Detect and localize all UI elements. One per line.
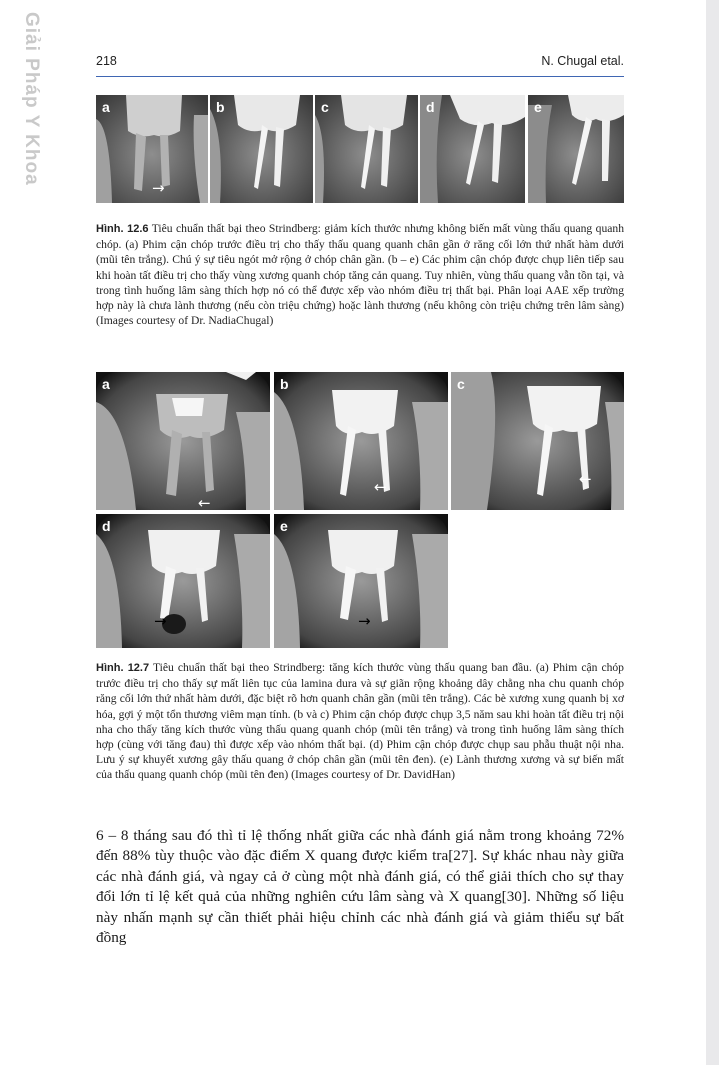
panel-label: b bbox=[280, 376, 289, 392]
panel-label: c bbox=[321, 99, 329, 115]
body-paragraph: 6 – 8 tháng sau đó thì tỉ lệ thống nhất giữa các nhà đánh giá nằm trong khoảng 72% đến 88% tùy thuộc vào đặc điểm X quang được kiểm tra[27]. Sự khác nhau này giữa các nhà đánh giá, và ngay cả ở cùng một nhà đánh giá, có thể giải thích cho sự thay đổi lớn tỉ lệ kết quả của những nghiên cứu lâm sàng và X quang[30]. Những số liệu này nhấn mạnh sự cần thiết phải hiệu chỉnh các nhà đánh giá và giảm thiểu sự bất đồng bbox=[96, 827, 624, 947]
panel-label: a bbox=[102, 376, 110, 392]
panel-label: e bbox=[534, 99, 542, 115]
figure-12-7-panel-a bbox=[96, 372, 270, 510]
white-arrow-icon: ← bbox=[374, 478, 387, 496]
figure-12-6-caption bbox=[96, 221, 624, 328]
figure-12-6-panel-a bbox=[96, 95, 208, 203]
figure-12-6-panel-d bbox=[420, 95, 525, 203]
watermark-text: Giải Pháp Y Khoa bbox=[21, 12, 42, 186]
figure-label: Hình. 12.6 bbox=[96, 223, 149, 235]
panel-label: a bbox=[102, 99, 110, 115]
panel-label: e bbox=[280, 518, 288, 534]
black-arrow-icon: → bbox=[154, 612, 167, 630]
white-arrow-icon: → bbox=[152, 179, 165, 197]
figure-12-6-panel-e bbox=[528, 95, 624, 203]
figure-12-7-caption bbox=[96, 660, 624, 783]
figure-12-7-panel-b bbox=[274, 372, 448, 510]
figure-12-7-panel-e bbox=[274, 514, 448, 648]
caption-text: Tiêu chuẩn thất bại theo Strindberg: tăng kích thước vùng thấu quang ban đầu. (a) Phim cận chóp trước điều trị cho thấy sự mất liên tục của lamina dura và sự giãn rộng khoảng dây chằng nha chu quanh chóp răng cối lớn thứ nhất hàm dưới, đặc biệt rõ hơn quanh chân gần (mũi tên trắng). Các bè xương xung quanh bị xơ hóa, gợi ý một tổn thương viêm mạn tính. (b và c) Phim cận chóp được chụp 3,5 năm sau khi hoàn tất điều trị nội nha cho thấy tăng kích thước vùng thấu quang quanh chóp (mũi tên trắng) và trong tình huống lâm sàng thích hợp (cùng với tăng đau) thì được xếp vào nhóm thất bại. (d) Phim cận chóp được chụp sau phẫu thuật nội nha. Lưu ý sự khuyết xương gây thấu quang ở chóp chân gần (mũi tên đen). (e) Lành thương xương và sự biến mất của thấu quang quanh chóp (mũi tên đen) (Images courtesy of Dr. DavidHan) bbox=[96, 661, 624, 782]
panel-label: d bbox=[102, 518, 111, 534]
figure-12-6-panel-c bbox=[315, 95, 418, 203]
running-head-authors: N. Chugal etal. bbox=[541, 54, 624, 68]
running-head bbox=[96, 54, 624, 68]
white-arrow-icon: ← bbox=[579, 470, 592, 488]
figure-12-6-panel-b bbox=[210, 95, 313, 203]
figure-12-7-panel-d bbox=[96, 514, 270, 648]
figure-label: Hình. 12.7 bbox=[96, 662, 150, 674]
page-number: 218 bbox=[96, 54, 117, 68]
caption-text: Tiêu chuẩn thất bại theo Strindberg: giảm kích thước nhưng không biến mất vùng thấu quang quanh chóp. (a) Phim cận chóp trước điều trị cho thấy thấu quang quanh chân gần ở răng cối lớn thứ nhất hàm dưới (mũi tên trắng). Chú ý sự tiêu ngót mở rộng ở chóp chân gần. (b – e) Các phim cận chóp được chụp liên tiếp sau khi hoàn tất điều trị cho thấy vùng xương quanh chóp tăng cản quang. Tuy nhiên, vùng thấu quang vẫn tồn tại, và trong tình huống lâm sàng thích hợp nó có thể được xếp vào nhóm điều trị thất bại. Phân loại AAE xếp trường hợp này là chưa lành thương (nếu còn triệu chứng) hoặc lành thương (nếu không còn triệu chứng trên lâm sàng) (Images courtesy of Dr. NadiaChugal) bbox=[96, 222, 624, 328]
panel-label: b bbox=[216, 99, 225, 115]
black-arrow-icon: → bbox=[358, 612, 371, 630]
header-divider bbox=[96, 76, 624, 77]
panel-label: c bbox=[457, 376, 465, 392]
figure-12-7-panel-c bbox=[451, 372, 624, 510]
white-arrow-icon: ← bbox=[198, 494, 211, 510]
panel-label: d bbox=[426, 99, 435, 115]
